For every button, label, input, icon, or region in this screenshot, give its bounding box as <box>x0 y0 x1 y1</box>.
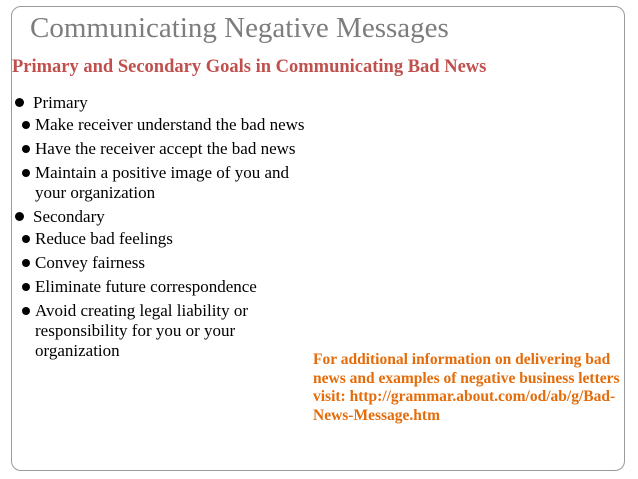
bullet-heading: Primary <box>33 93 88 112</box>
bullet-subitem <box>15 301 315 361</box>
bullet-subitem-text: Maintain a positive image of you and your organization <box>35 163 289 202</box>
bullet-item-primary <box>15 93 315 113</box>
bullet-subitem-text: Make receiver understand the bad news <box>35 115 305 134</box>
bullet-icon <box>22 169 30 177</box>
bullet-icon <box>22 283 30 291</box>
bullet-subitem <box>15 139 315 159</box>
bullet-icon <box>22 145 30 153</box>
bullet-subitem-text: Have the receiver accept the bad news <box>35 139 296 158</box>
bullet-icon <box>22 259 30 267</box>
bullet-subitem-text: Avoid creating legal liability or responsibility for you or your organization <box>35 301 249 360</box>
slide-subtitle: Primary and Secondary Goals in Communicating Bad News <box>12 57 487 77</box>
bullet-icon <box>22 235 30 243</box>
bullet-icon <box>15 98 24 107</box>
bullet-item-secondary <box>15 207 315 227</box>
bullet-heading: Secondary <box>33 207 105 226</box>
bullet-subitem <box>15 229 315 249</box>
bullet-subitem <box>15 253 315 273</box>
reference-note: For additional information on delivering bad news and examples of negative business letters visit: http://grammar.about.com/od/ab/g/Bad-News-Message.htm <box>313 351 620 424</box>
bullet-icon <box>15 212 24 221</box>
bullet-subitem <box>15 115 315 135</box>
bullet-subitem-text: Convey fairness <box>35 253 146 272</box>
bullet-list <box>15 93 315 365</box>
bullet-subitem-text: Reduce bad feelings <box>35 229 173 248</box>
bullet-icon <box>22 307 30 315</box>
bullet-subitem <box>15 277 315 297</box>
bullet-icon <box>22 121 30 129</box>
bullet-subitem <box>15 163 315 203</box>
bullet-subitem-text: Eliminate future correspondence <box>35 277 257 296</box>
slide-title: Communicating Negative Messages <box>30 12 449 44</box>
